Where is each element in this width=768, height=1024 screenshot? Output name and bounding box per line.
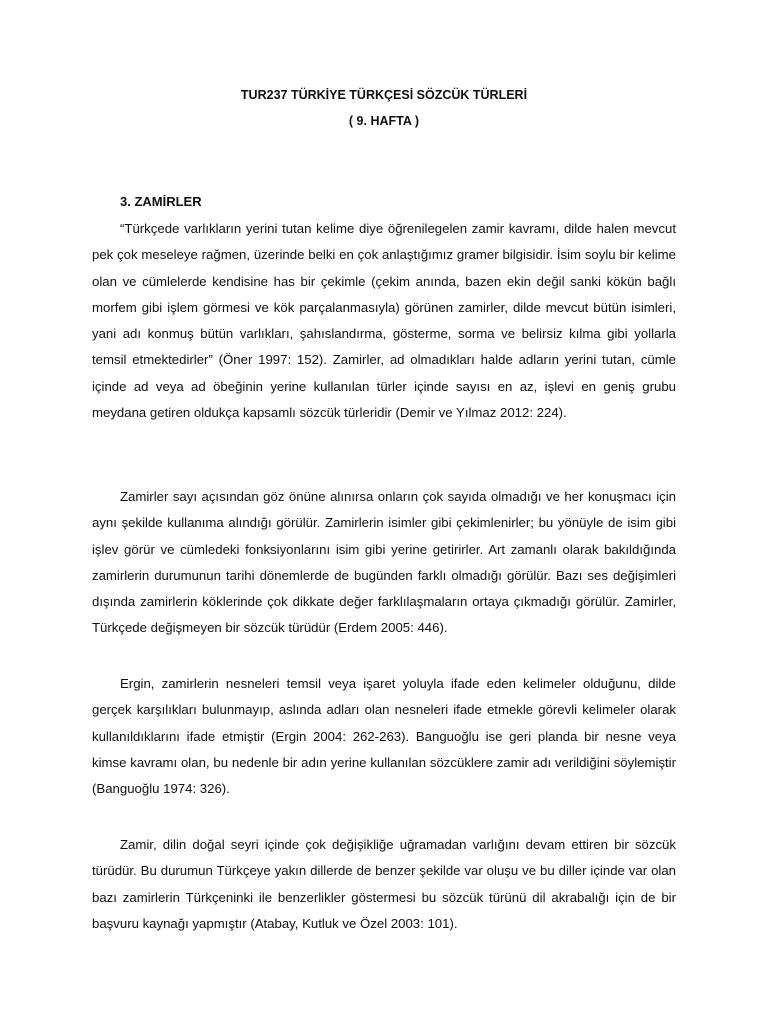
paragraph-2: Zamirler sayı açısından göz önüne alınırsa onların çok sayıda olmadığı ve her konuşmacı için aynı şekilde kullanıma alındığı görülür. Zamirlerin isimler gibi çekimlenirler; bu yönüyle de isim gibi işlev görür ve cümledeki fonksiyonlarını isim gibi yerine getirirler. Art zamanlı olarak bakıldığında zamirlerin durumunun tarihi dönemlerde de bugünden farklı olmadığı görülür. Bazı ses değişimleri dışında zamirlerin köklerinde çok dikkate değer farklılaşmaların ortaya çıkmadığı görülür. Zamirler, Türkçede değişmeyen bir sözcük türüdür (Erdem 2005: 446). (92, 489, 676, 636)
week-subtitle: ( 9. HAFTA ) (348, 114, 420, 128)
paragraph-1: “Türkçede varlıkların yerini tutan kelime diye öğrenilegelen zamir kavramı, dilde halen mevcut pek çok meseleye rağmen, üzerinde belki en çok anlaştığımız gramer bilgisidir. İsim soylu bir kelime olan ve cümlelerde kendisine has bir çekimle (çekim anında, bazen ekin değil sanki kökün bağlı morfem gibi işlem görmesi ve kök parçalanmasıyla) görünen zamirler, dilde mevcut bütün isimleri, yani adı konmuş bütün varlıkları, şahıslandırma, gösterme, sorma ve belirsiz kılma gibi yollarla temsil etmektedirler” (Öner 1997: 152). Zamirler, ad olmadıkları halde adların yerini tutan, cümle içinde ad veya ad öbeğinin yerine kullanılan türler içinde sayısı en az, işlevi en geniş grubu meydana getiren oldukça kapsamlı sözcük türleridir (Demir ve Yılmaz 2012: 224). (92, 221, 676, 421)
document-title: TUR237 TÜRKİYE TÜRKÇESİ SÖZCÜK TÜRLERİ (240, 88, 528, 102)
paragraph-3: Ergin, zamirlerin nesneleri temsil veya işaret yoluyla ifade eden kelimeler olduğunu, dilde gerçek karşılıkları bulunmayıp, aslında adları olan nesneleri ifade etmekle görevli kelimeler olarak kullanıldıklarını ifade etmiştir (Ergin 2004: 262-263). Banguoğlu ise geri planda bir nesne veya kimse kavramı olan, bu nedenle bir adın yerine kullanılan sözcüklere zamir adı verildiğini söylemiştir (Banguoğlu 1974: 326). (92, 676, 676, 797)
section-heading: 3. ZAMİRLER (120, 194, 202, 209)
paragraph-4: Zamir, dilin doğal seyri içinde çok değişikliğe uğramadan varlığını devam ettiren bir sözcük türüdür. Bu durumun Türkçeye yakın dillerde de benzer şekilde var oluşu ve bu diller içinde var olan bazı zamirlerin Türkçeninki ile benzerlikler göstermesi bu sözcük türünü dil akrabalığı için de bir başvuru kaynağı yapmıştır (Atabay, Kutluk ve Özel 2003: 101). (92, 837, 676, 931)
